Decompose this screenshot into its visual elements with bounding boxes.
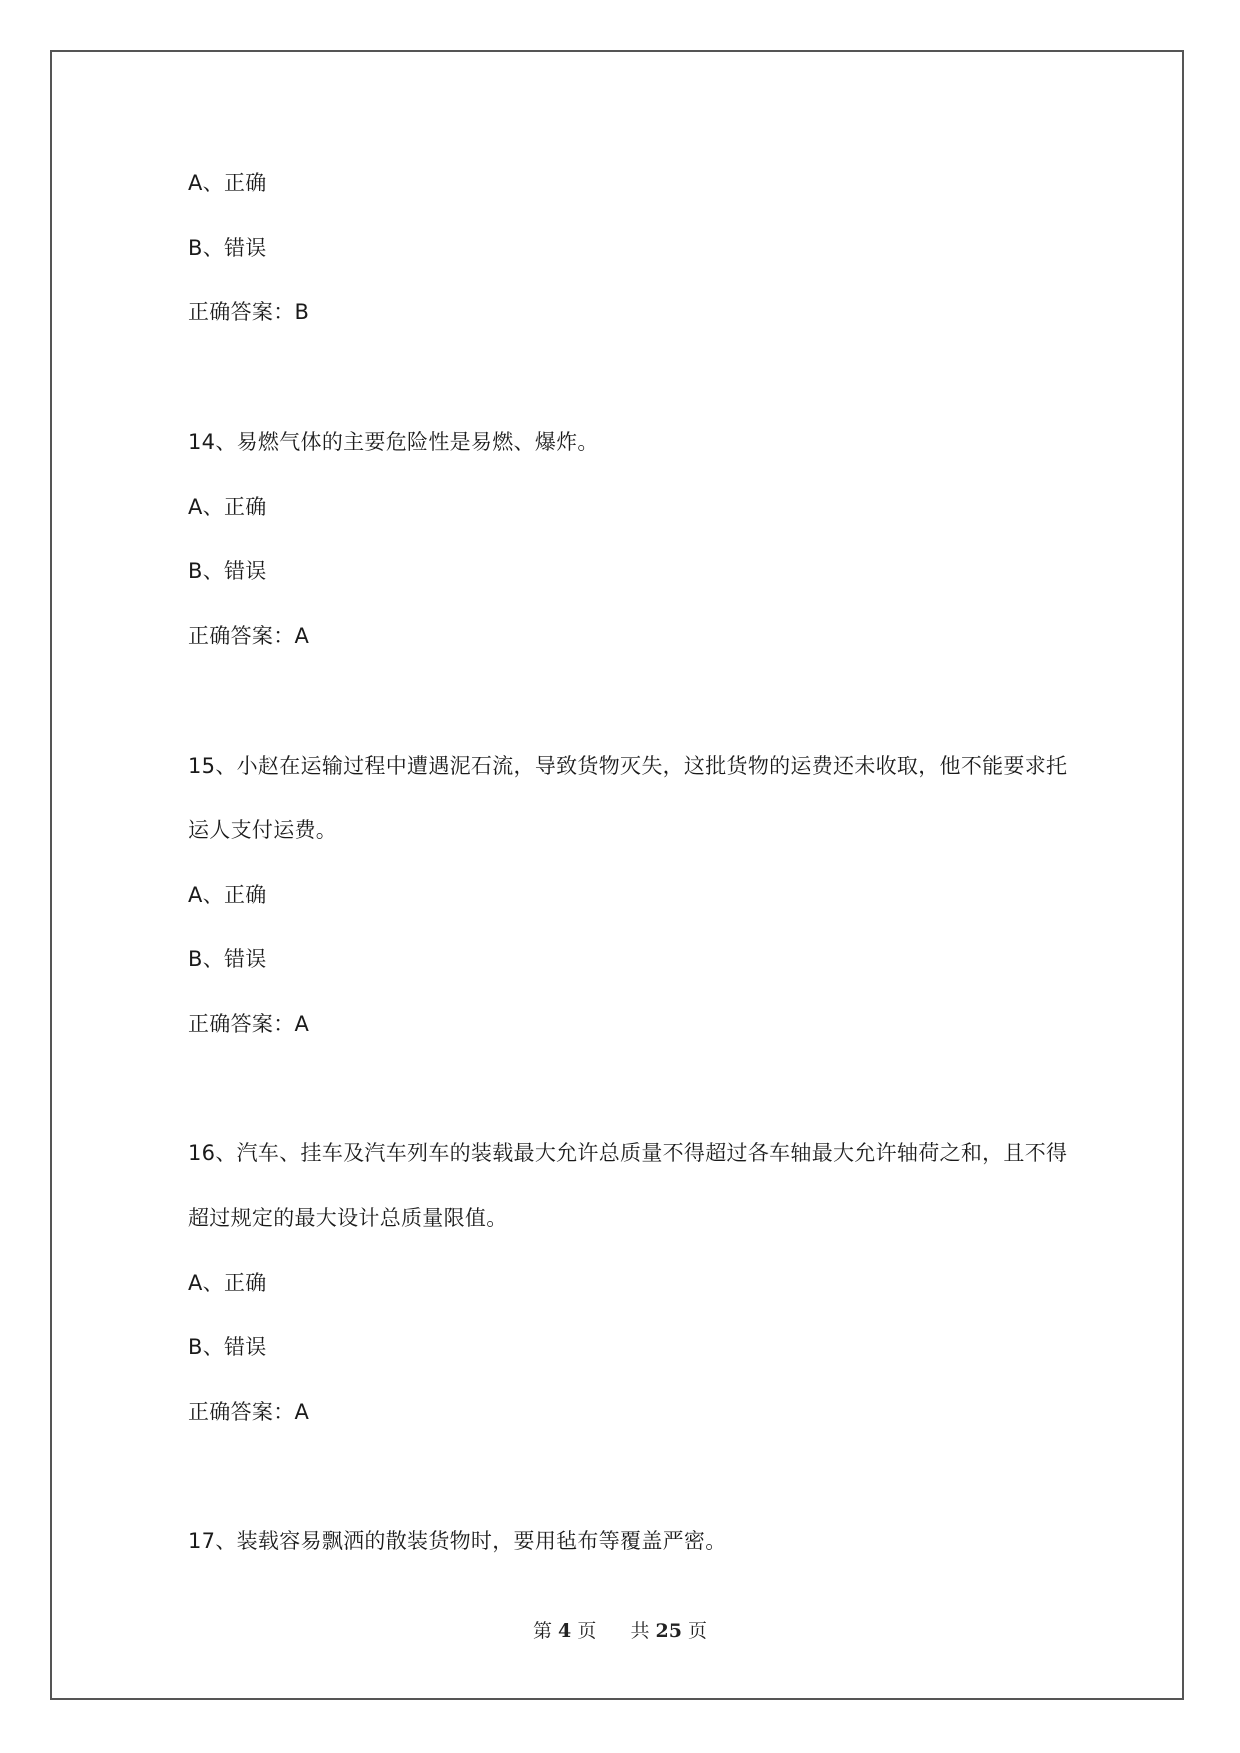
q13-option-b: B、错误: [188, 236, 267, 260]
q17-question: 17、装载容易飘洒的散装货物时，要用毡布等覆盖严密。: [188, 1529, 727, 1553]
footer-page-suffix: 页: [577, 1620, 597, 1642]
q16-option-a: A、正确: [188, 1271, 267, 1295]
footer-page-prefix: 第: [532, 1620, 552, 1642]
q14-question: 14、易燃气体的主要危险性是易燃、爆炸。: [188, 430, 599, 454]
page-footer: [0, 1618, 1240, 1644]
q14-option-b: B、错误: [188, 559, 267, 583]
footer-total-suffix: 页: [688, 1620, 708, 1642]
q14-answer: 正确答案：A: [188, 624, 310, 648]
q15-answer: 正确答案：A: [188, 1012, 310, 1036]
q15-option-b: B、错误: [188, 947, 267, 971]
footer-page-number: 4: [558, 1620, 572, 1642]
q14-option-a: A、正确: [188, 495, 267, 519]
q13-option-a: A、正确: [188, 171, 267, 195]
q16-question-line1: 16、汽车、挂车及汽车列车的装载最大允许总质量不得超过各车轴最大允许轴荷之和，且不得: [188, 1141, 1068, 1165]
q16-option-b: B、错误: [188, 1335, 267, 1359]
q13-answer: 正确答案：B: [188, 300, 310, 324]
footer-total-prefix: 共: [630, 1620, 650, 1642]
footer-total-pages: 25: [655, 1620, 682, 1642]
q15-question-line2: 运人支付运费。: [188, 818, 338, 842]
q16-question-line2: 超过规定的最大设计总质量限值。: [188, 1206, 508, 1230]
q15-question-line1: 15、小赵在运输过程中遭遇泥石流，导致货物灭失，这批货物的运费还未收取，他不能要求托: [188, 754, 1068, 778]
q16-answer: 正确答案：A: [188, 1400, 310, 1424]
q15-option-a: A、正确: [188, 883, 267, 907]
